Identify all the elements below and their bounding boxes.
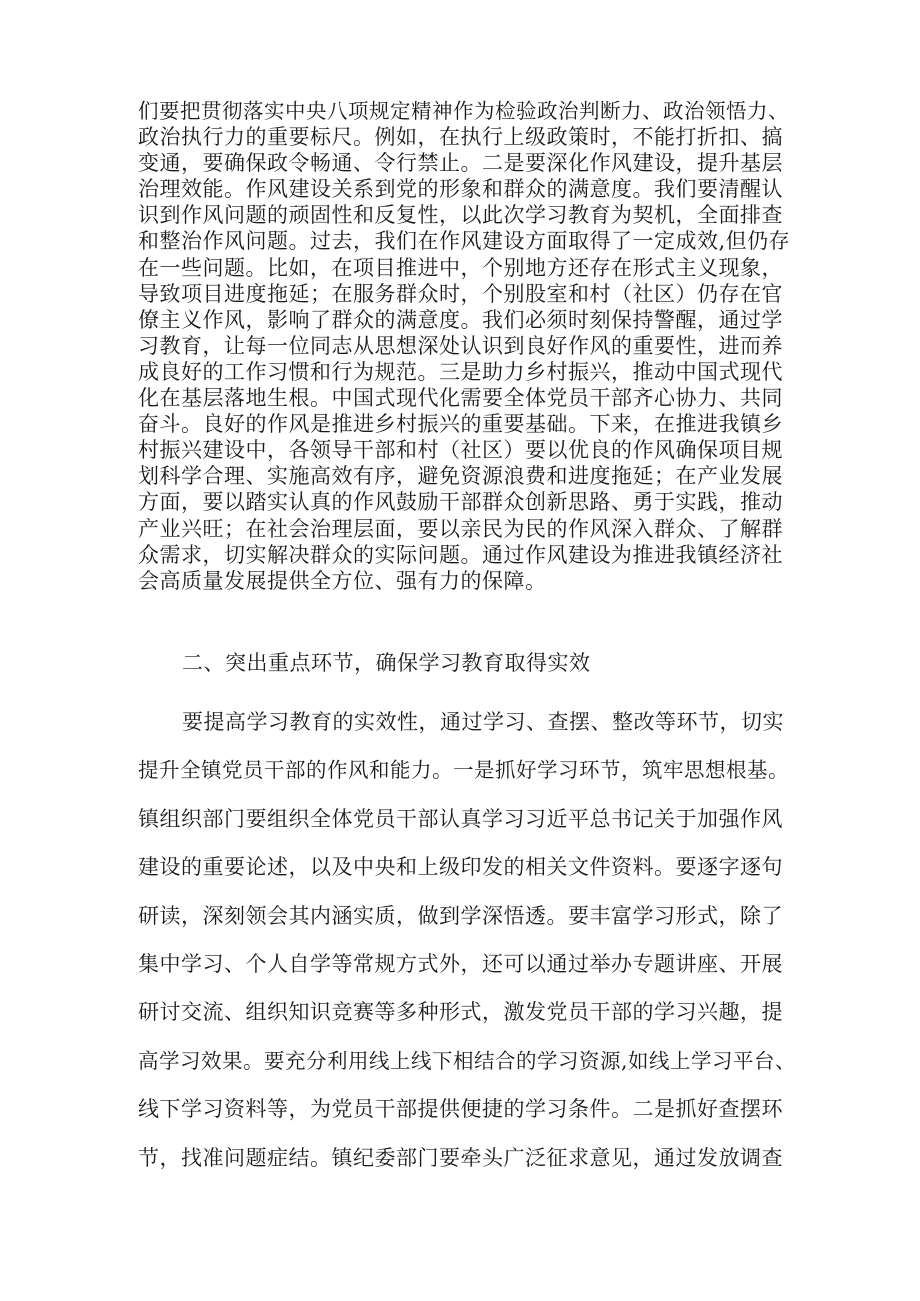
text-line: 研讨交流、组织知识竞赛等多种形式，激发党员干部的学习兴趣，提 bbox=[138, 1000, 783, 1025]
text-line: 成良好的工作习惯和行为规范。三是助力乡村振兴，推动中国式现代 bbox=[138, 359, 783, 384]
text-line: 会高质量发展提供全方位、强有力的保障。 bbox=[138, 568, 547, 593]
text-line: 治理效能。作风建设关系到党的形象和群众的满意度。我们要清醒认 bbox=[138, 177, 783, 202]
text-line: 集中学习、个人自学等常规方式外，还可以通过举办专题讲座、开展 bbox=[138, 952, 783, 977]
text-line: 化在基层落地生根。中国式现代化需要全体党员干部齐心协力、共同 bbox=[138, 386, 783, 411]
text-line: 提升全镇党员干部的作风和能力。一是抓好学习环节，筑牢思想根基。 bbox=[138, 758, 789, 783]
paragraph-section-two bbox=[138, 698, 798, 1182]
text-line: 众需求，切实解决群众的实际问题。通过作风建设为推进我镇经济社 bbox=[138, 542, 783, 567]
text-line: 节，找准问题症结。镇纪委部门要牵头广泛征求意见，通过发放调查 bbox=[138, 1145, 783, 1170]
section-heading-text: 二、突出重点环节，确保学习教育取得实效 bbox=[182, 651, 591, 675]
text-line: 村振兴建设中，各领导干部和村（社区）要以优良的作风确保项目规 bbox=[138, 438, 783, 463]
text-line: 划科学合理、实施高效有序，避免资源浪费和进度拖延；在产业发展 bbox=[138, 464, 783, 489]
text-line: 变通，要确保政令畅通、令行禁止。二是要深化作风建设，提升基层 bbox=[138, 151, 783, 176]
section-heading bbox=[138, 650, 591, 676]
text-line: 僚主义作风，影响了群众的满意度。我们必须时刻保持警醒，通过学 bbox=[138, 307, 783, 332]
text-line: 政治执行力的重要标尺。例如，在执行上级政策时，不能打折扣、搞 bbox=[138, 125, 783, 150]
text-line: 建设的重要论述，以及中央和上级印发的相关文件资料。要逐字逐句 bbox=[138, 855, 783, 880]
text-line-content: 要提高学习教育的实效性，通过学习、查摆、整改等环节，切实 bbox=[182, 710, 784, 734]
text-line: 识到作风问题的顽固性和反复性，以此次学习教育为契机，全面排查 bbox=[138, 203, 783, 228]
text-line: 们要把贯彻落实中央八项规定精神作为检验政治判断力、政治领悟力、 bbox=[138, 99, 789, 123]
paragraph-continued bbox=[138, 98, 798, 594]
text-line: 导致项目进度拖延；在服务群众时，个别股室和村（社区）仍存在官 bbox=[138, 281, 783, 306]
text-line: 高学习效果。要充分利用线上线下相结合的学习资源,如线上学习平台、 bbox=[138, 1048, 797, 1073]
text-line: 奋斗。良好的作风是推进乡村振兴的重要基础。下来，在推进我镇乡 bbox=[138, 412, 783, 437]
text-line: 产业兴旺；在社会治理层面，要以亲民为民的作风深入群众、了解群 bbox=[138, 516, 783, 541]
text-line: 在一些问题。比如，在项目推进中，个别地方还存在形式主义现象， bbox=[138, 255, 783, 280]
text-line: 线下学习资料等，为党员干部提供便捷的学习条件。二是抓好查摆环 bbox=[138, 1097, 783, 1122]
text-line: 镇组织部门要组织全体党员干部认真学习习近平总书记关于加强作风 bbox=[138, 806, 783, 831]
text-line: 习教育，让每一位同志从思想深处认识到良好作风的重要性，进而养 bbox=[138, 333, 783, 358]
text-line: 方面，要以踏实认真的作风鼓励干部群众创新思路、勇于实践，推动 bbox=[138, 490, 783, 515]
text-line: 研读，深刻领会其内涵实质，做到学深悟透。要丰富学习形式，除了 bbox=[138, 903, 783, 928]
text-line: 和整治作风问题。过去，我们在作风建设方面取得了一定成效,但仍存 bbox=[138, 229, 791, 254]
text-line bbox=[138, 698, 798, 746]
